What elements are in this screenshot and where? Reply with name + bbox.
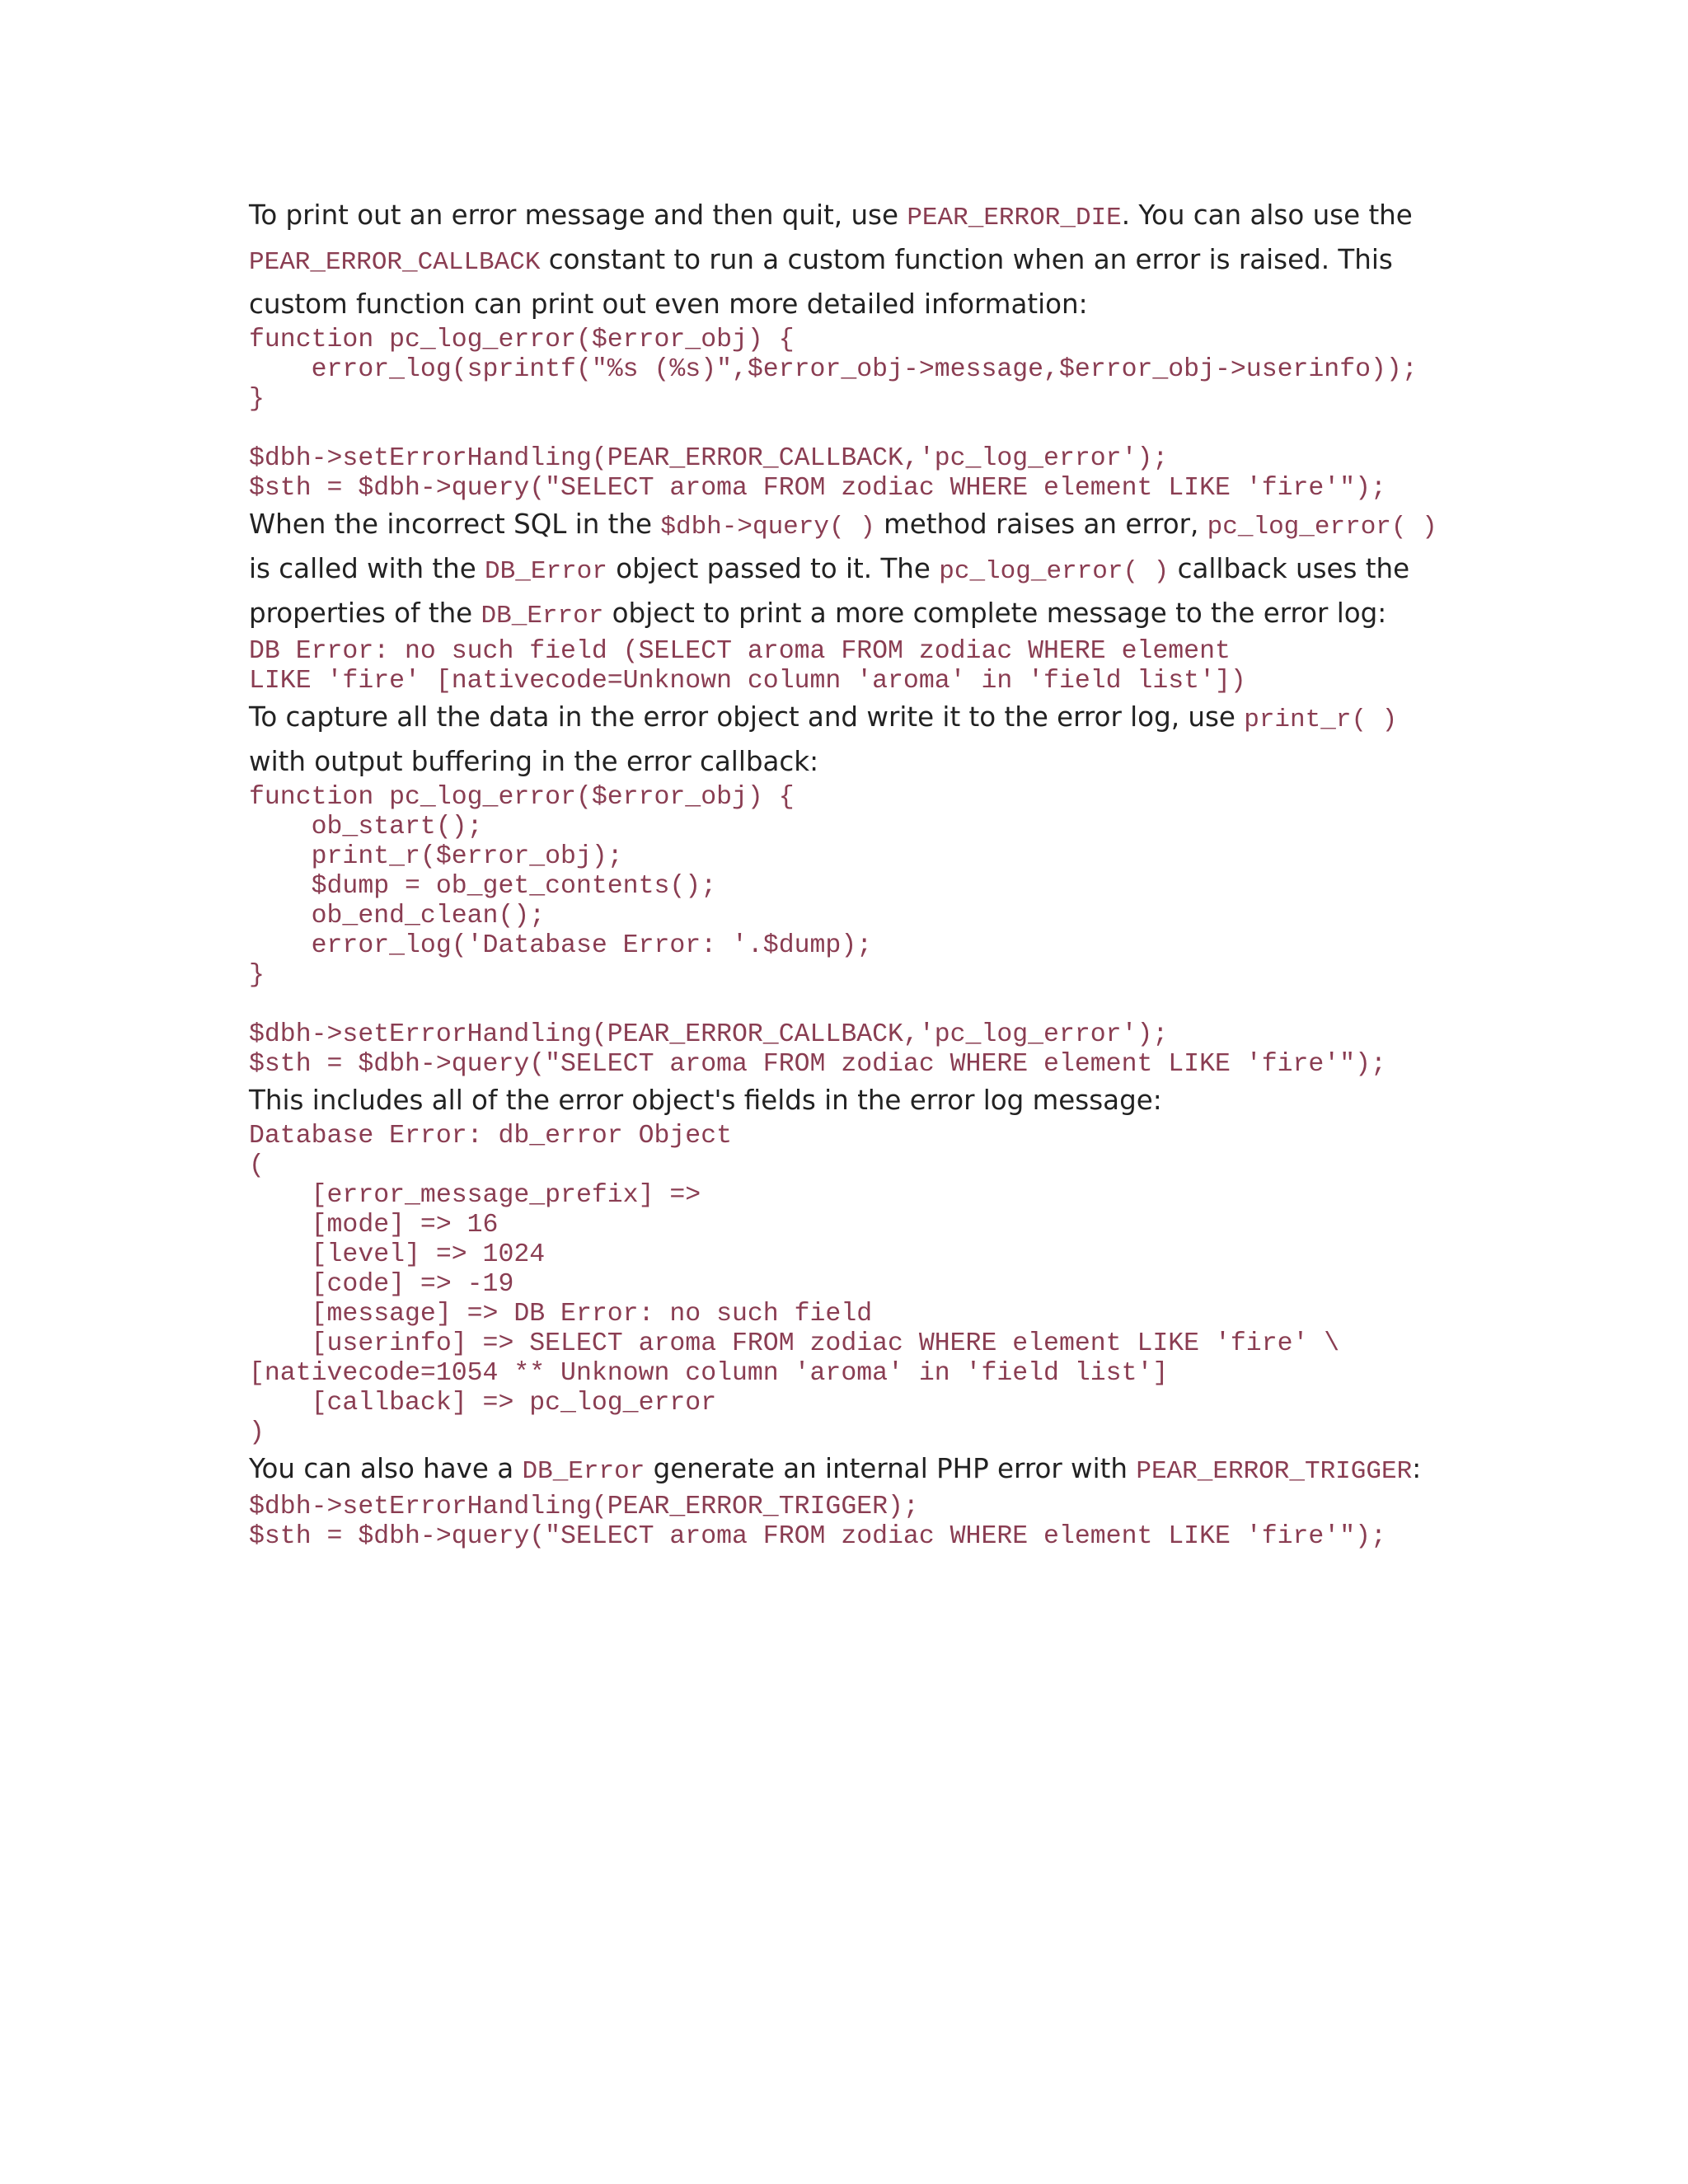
text-run: generate an internal PHP error with	[645, 1453, 1137, 1484]
text-run: This includes all of the error object's fields in the error log message:	[249, 1085, 1162, 1116]
paragraph-incorrect-sql	[249, 504, 1452, 637]
inline-code-pear-error-die: PEAR_ERROR_DIE	[907, 204, 1122, 232]
text-run: When the incorrect SQL in the	[249, 509, 661, 540]
paragraph-error-die-callback	[249, 194, 1452, 326]
inline-code-pc-log-error: pc_log_error( )	[939, 557, 1170, 586]
text-run: is called with the	[249, 553, 485, 584]
code-block-log-error-ob: function pc_log_error($error_obj) { ob_start(); print_r($error_obj); $dump = ob_get_contents(); ob_end_clean(); error_log('Database Error: '.$dump); } $dbh->setErrorHandling(PEAR_ERROR_CALLBACK,'pc_log_error'); $sth = $dbh->query("SELECT aroma FROM zodiac WHERE element LIKE 'fire'");	[249, 783, 1386, 1079]
text-run: object passed to it. The	[607, 553, 940, 584]
code-block-error-trigger: $dbh->setErrorHandling(PEAR_ERROR_TRIGGER); $sth = $dbh->query("SELECT aroma FROM zodiac WHERE element LIKE 'fire'");	[249, 1493, 1386, 1551]
text-run: To print out an error message and then quit, use	[249, 199, 907, 231]
paragraph-capture-print-r	[249, 696, 1452, 783]
inline-code-db-error: DB_Error	[522, 1457, 645, 1486]
code-block-db-error-object-dump: Database Error: db_error Object ( [error_message_prefix] => [mode] => 16 [level] => 1024 [code] => -19 [message] => DB Error: no such field [userinfo] => SELECT aroma FROM zodiac WHERE element LIKE 'fire' \ [nativecode=1054 ** Unknown column 'aroma' in 'field list'] [callback] => pc_log_error )	[249, 1122, 1340, 1447]
inline-code-pear-error-trigger: PEAR_ERROR_TRIGGER	[1136, 1457, 1413, 1486]
inline-code-db-error: DB_Error	[485, 557, 607, 586]
inline-code-dbh-query: $dbh->query( )	[660, 513, 875, 541]
inline-code-db-error: DB_Error	[481, 602, 604, 630]
text-run: :	[1412, 1453, 1422, 1484]
code-block-db-error-output: DB Error: no such field (SELECT aroma FROM zodiac WHERE element LIKE 'fire' [nativecode=Unknown column 'aroma' in 'field list'])	[249, 637, 1246, 696]
text-run: To capture all the data in the error object and write it to the error log, use	[249, 701, 1245, 733]
text-run: You can also have a	[249, 1453, 523, 1484]
text-run: constant to run a custom function when an error is raised. This custom function can print out even more detailed information:	[249, 244, 1393, 320]
code-block-log-error-sprintf: function pc_log_error($error_obj) { error_log(sprintf("%s (%s)",$error_obj->message,$error_obj->userinfo)); } $dbh->setErrorHandling(PEAR_ERROR_CALLBACK,'pc_log_error'); $sth = $dbh->query("SELECT aroma FROM zodiac WHERE element LIKE 'fire'");	[249, 326, 1418, 503]
text-run: with output buffering in the error callback:	[249, 746, 819, 777]
paragraph-error-object-fields	[249, 1080, 1452, 1122]
text-run: method raises an error,	[874, 509, 1207, 540]
paragraph-trigger-php-error	[249, 1448, 1452, 1493]
inline-code-print-r: print_r( )	[1244, 705, 1398, 734]
document-page	[249, 194, 1452, 1552]
text-run: object to print a more complete message to the error log:	[603, 598, 1387, 629]
inline-code-pc-log-error: pc_log_error( )	[1207, 513, 1437, 541]
inline-code-pear-error-callback: PEAR_ERROR_CALLBACK	[249, 248, 541, 277]
text-run: callback uses the properties of the	[249, 553, 1410, 629]
text-run: . You can also use the	[1121, 199, 1413, 231]
